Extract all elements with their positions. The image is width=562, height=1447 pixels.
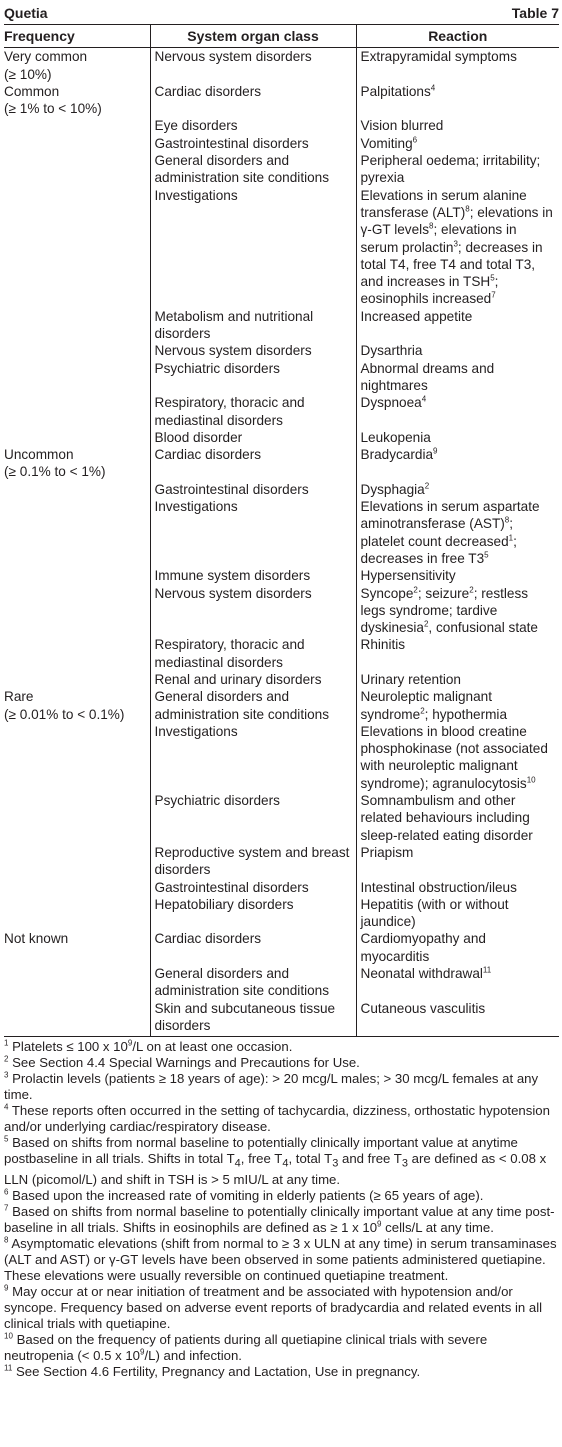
footnote-marker: 9 xyxy=(140,1347,145,1357)
table-row xyxy=(4,896,559,931)
frequency-cell xyxy=(4,844,150,879)
system-organ-class-cell: Respiratory, thoracic and mediastinal disorders xyxy=(150,394,356,429)
reaction-cell: Hepatitis (with or without jaundice) xyxy=(356,896,559,931)
system-organ-class-cell: Nervous system disorders xyxy=(150,585,356,637)
table-row xyxy=(4,187,559,308)
footnote-marker: 8 xyxy=(429,221,434,231)
system-organ-class-cell: Investigations xyxy=(150,498,356,567)
system-organ-class-cell: Skin and subcutaneous tissue disorders xyxy=(150,1000,356,1037)
system-organ-class-cell: Blood disorder xyxy=(150,429,356,446)
footnote-marker: 2 xyxy=(4,1054,9,1064)
footnote: $^8$ Asymptomatic elevations (shift from normal to ≥ 3 x ULN at any time) in serum transaminases (ALT and AST) or γ-GT levels have been observed in some patients administered quetiapine. These elevations were usually reversible on continued quetiapine treatment. xyxy=(4,1235,557,1283)
reaction-cell: Elevations in serum aspartate aminotransferase (AST)$^8$; platelet count decreased$^1$; decreases in free $T3^5$ xyxy=(356,498,559,567)
system-organ-class-cell: Respiratory, thoracic and mediastinal disorders xyxy=(150,636,356,671)
system-organ-class-cell: Reproductive system and breast disorders xyxy=(150,844,356,879)
system-organ-class-cell: General disorders and administration site conditions xyxy=(150,688,356,723)
footnote-marker: 5 xyxy=(4,1134,9,1144)
footnote-marker: 9 xyxy=(4,1283,9,1293)
frequency-cell xyxy=(4,394,150,429)
reaction-cell: Palpitations$^4$ xyxy=(356,83,559,118)
footnote-marker: 9 xyxy=(127,1038,133,1048)
reaction-cell: Priapism xyxy=(356,844,559,879)
system-organ-class-cell: Hepatobiliary disorders xyxy=(150,896,356,931)
reaction-cell: Leukopenia xyxy=(356,429,559,446)
frequency-cell xyxy=(4,879,150,896)
footnote: $^4$ These reports often occurred in the setting of tachycardia, dizziness, orthostatic hypotension and/or underlying cardiac/respiratory disease. xyxy=(4,1102,550,1135)
footnote-marker: 1 xyxy=(508,533,514,543)
frequency-cell xyxy=(4,117,150,134)
table-row xyxy=(4,152,559,187)
footnote-marker: 5 xyxy=(490,273,495,283)
footnote-marker: 7 xyxy=(491,290,496,300)
footnote-marker: 8 xyxy=(504,515,510,525)
footnote-marker: 7 xyxy=(4,1203,9,1213)
reaction-cell: Urinary retention xyxy=(356,671,559,688)
footnote-marker: 2 xyxy=(424,481,430,491)
system-organ-class-cell: Investigations xyxy=(150,187,356,308)
reaction-cell: Somnambulism and other related behaviours including sleep-related eating disorder xyxy=(356,792,559,844)
table-row xyxy=(4,930,559,965)
reaction-cell: Cardiomyopathy and myocarditis xyxy=(356,930,559,965)
system-organ-class-cell: Cardiac disorders xyxy=(150,930,356,965)
adverse-reactions-table xyxy=(4,25,559,1036)
footnote-marker: 5 xyxy=(484,550,489,560)
system-organ-class-cell: General disorders and administration site conditions xyxy=(150,152,356,187)
reaction-cell: Vomiting$^6$ xyxy=(356,135,559,152)
table-row xyxy=(4,48,559,83)
footnote-marker: 3 xyxy=(401,1157,408,1170)
footnote-marker: 2 xyxy=(420,706,425,716)
table-header-bar xyxy=(4,2,559,25)
reaction-cell: Dysphagia$^2$ xyxy=(356,481,559,498)
system-organ-class-cell: Gastrointestinal disorders xyxy=(150,879,356,896)
footnote-marker: 8 xyxy=(4,1235,9,1245)
frequency-cell: Rare (≥ 0.01% to < 0.1%) xyxy=(4,689,125,722)
reaction-cell: Abnormal dreams and nightmares xyxy=(356,360,559,395)
table-row xyxy=(4,117,559,134)
system-organ-class-cell: Nervous system disorders xyxy=(150,342,356,359)
table-row xyxy=(4,1000,559,1037)
table-row xyxy=(4,688,559,723)
frequency-cell xyxy=(4,723,150,792)
frequency-cell xyxy=(4,585,150,637)
table-row xyxy=(4,844,559,879)
table-head-row xyxy=(4,25,559,48)
reaction-cell: Elevations in blood creatine phosphokinase (not associated with neuroleptic malignant syndrome); agranulocytosis$^{10}$ xyxy=(356,723,559,792)
table-row xyxy=(4,446,559,481)
footnote-marker: 10 xyxy=(4,1331,13,1341)
reaction-cell: Dysarthria xyxy=(356,342,559,359)
footnote-marker: 2 xyxy=(423,619,429,629)
system-organ-class-cell: Immune system disorders xyxy=(150,567,356,584)
reaction-cell: Hypersensitivity xyxy=(356,567,559,584)
footnote-marker: 6 xyxy=(412,135,418,145)
table-row xyxy=(4,83,559,118)
frequency-cell xyxy=(4,360,150,395)
footnote-marker: 1 xyxy=(4,1038,9,1048)
frequency-cell xyxy=(4,671,150,688)
reaction-cell: Dyspnoea$^4$ xyxy=(356,394,559,429)
frequency-cell xyxy=(4,792,150,844)
frequency-cell xyxy=(4,187,150,308)
table-row xyxy=(4,671,559,688)
table-row xyxy=(4,135,559,152)
column-header-system-organ-class: System organ class xyxy=(150,25,356,48)
system-organ-class-cell: General disorders and administration site conditions xyxy=(150,965,356,1000)
reaction-cell: Neuroleptic malignant syndrome$^2$; hypothermia xyxy=(356,688,559,723)
reaction-cell: Peripheral oedema; irritability; pyrexia xyxy=(356,152,559,187)
frequency-cell xyxy=(4,342,150,359)
footnote: $^3$ Prolactin levels (patients ≥ 18 years of age): > 20 mcg/L males; > 30 mcg/L females at any time. xyxy=(4,1070,539,1103)
table-row xyxy=(4,723,559,792)
table-row xyxy=(4,585,559,637)
reaction-cell: Syncope$^2$; seizure$^2$; restless legs syndrome; tardive dyskinesia$^2$, confusional state xyxy=(356,585,559,637)
reaction-cell: Increased appetite xyxy=(356,308,559,343)
reaction-cell: Elevations in serum alanine transferase (ALT)$^8$; elevations in γ-GT levels$^8$; elevations in serum prolactin$^3$; decreases in total T4, free T4 and total T3, and increases in TSH$^5$; eosinophils increased$^7$ xyxy=(356,187,559,308)
footnote-marker: 6 xyxy=(4,1187,9,1197)
frequency-cell xyxy=(4,429,150,446)
frequency-cell xyxy=(4,135,150,152)
frequency-cell: Uncommon (≥ 0.1% to < 1%) xyxy=(4,447,106,480)
footnote: $^2$ See Section 4.4 Special Warnings and Precautions for Use. xyxy=(4,1054,360,1071)
frequency-cell: Not known xyxy=(4,931,69,947)
reaction-cell: Neonatal withdrawal$^{11}$ xyxy=(356,965,559,1000)
footnote-marker: 9 xyxy=(433,446,438,456)
table-row xyxy=(4,360,559,395)
frequency-cell xyxy=(4,152,150,187)
frequency-cell xyxy=(4,636,150,671)
reaction-cell: Vision blurred xyxy=(356,117,559,134)
footnote: $^9$ May occur at or near initiation of treatment and be associated with hypotension and/or syncope. Frequency based on adverse event reports of bradycardia and related events in all clinical trials with quetiapine. xyxy=(4,1283,543,1331)
footnote-marker: 10 xyxy=(526,775,536,785)
footnote: $^6$ Based upon the increased rate of vomiting in elderly patients (≥ 65 years of age). xyxy=(4,1187,484,1203)
footnote-marker: 3 xyxy=(4,1070,9,1080)
system-organ-class-cell: Eye disorders xyxy=(150,117,356,134)
footnote-marker: 4 xyxy=(234,1157,241,1170)
system-organ-class-cell: Cardiac disorders xyxy=(150,446,356,481)
system-organ-class-cell: Gastrointestinal disorders xyxy=(150,135,356,152)
frequency-cell: Common (≥ 1% to < 10%) xyxy=(4,83,102,117)
system-organ-class-cell: Renal and urinary disorders xyxy=(150,671,356,688)
footnotes xyxy=(4,1037,559,1380)
footnote: $^5$ Based on shifts from normal baseline to potentially clinically important value at anytime postbaseline in all trials. Shifts in total $T_4$, free $T_4$, total $T_3$ and free $T_3$ are defined as < 0.08 x LLN (picomol/L) and shift in TSH is > 5 mIU/L at any time. xyxy=(4,1134,547,1187)
reaction-cell: Intestinal obstruction/ileus xyxy=(356,879,559,896)
frequency-cell xyxy=(4,308,150,343)
system-organ-class-cell: Metabolism and nutritional disorders xyxy=(150,308,356,343)
system-organ-class-cell: Cardiac disorders xyxy=(150,83,356,118)
frequency-cell xyxy=(4,481,150,498)
footnote-marker: 3 xyxy=(453,239,458,249)
frequency-cell: Very common (≥ 10%) xyxy=(4,49,88,82)
footnote-marker: 8 xyxy=(465,204,470,214)
footnote: $^7$ Based on shifts from normal baseline to potentially clinically important value at any time post-baseline in all trials. Shifts in eosinophils are defined as ≥ 1 x $10^9$ cells/L at any time. xyxy=(4,1203,555,1235)
footnote-marker: 4 xyxy=(4,1102,9,1112)
table-label: Table 7 xyxy=(511,5,559,21)
reaction-cell: Cutaneous vasculitis xyxy=(356,1000,559,1037)
footnote: $^{10}$ Based on the frequency of patients during all quetiapine clinical trials with severe neutropenia (< 0.5 x $10^9/L$) and infection. xyxy=(4,1331,488,1363)
frequency-cell xyxy=(4,1000,150,1037)
table-row xyxy=(4,342,559,359)
footnote: $^1$ Platelets ≤ 100 x $10^9/L$ on at least one occasion. xyxy=(4,1038,293,1055)
footnote-marker: 9 xyxy=(377,1219,382,1229)
system-organ-class-cell: Investigations xyxy=(150,723,356,792)
frequency-cell xyxy=(4,498,150,567)
footnote-marker: 4 xyxy=(282,1157,289,1170)
frequency-cell xyxy=(4,896,150,931)
column-header-reaction: Reaction xyxy=(356,25,559,48)
footnote-marker: 11 xyxy=(482,965,492,975)
footnote-marker: 2 xyxy=(413,584,418,594)
table-row xyxy=(4,965,559,1000)
frequency-cell xyxy=(4,567,150,584)
footnote: $^{11}$ See Section 4.6 Fertility, Pregnancy and Lactation, Use in pregnancy. xyxy=(4,1363,421,1379)
table-row xyxy=(4,394,559,429)
table-row xyxy=(4,567,559,584)
frequency-cell xyxy=(4,965,150,1000)
reaction-cell: Rhinitis xyxy=(356,636,559,671)
system-organ-class-cell: Psychiatric disorders xyxy=(150,360,356,395)
footnote-marker: 3 xyxy=(332,1157,339,1170)
system-organ-class-cell: Gastrointestinal disorders xyxy=(150,481,356,498)
footnote-marker: 2 xyxy=(469,584,474,594)
table-row xyxy=(4,498,559,567)
system-organ-class-cell: Nervous system disorders xyxy=(150,48,356,83)
footnote-marker: 4 xyxy=(430,83,436,93)
table-row xyxy=(4,308,559,343)
table-row xyxy=(4,879,559,896)
table-row xyxy=(4,792,559,844)
footnote-marker: 4 xyxy=(421,394,427,404)
system-organ-class-cell: Psychiatric disorders xyxy=(150,792,356,844)
table-row xyxy=(4,636,559,671)
column-header-frequency: Frequency xyxy=(4,25,150,48)
table-row xyxy=(4,429,559,446)
drug-title: Quetia xyxy=(4,5,48,21)
reaction-cell: Extrapyramidal symptoms xyxy=(356,48,559,83)
footnote-marker: 11 xyxy=(4,1363,13,1373)
reaction-cell: Bradycardia$^9$ xyxy=(356,446,559,481)
table-row xyxy=(4,481,559,498)
